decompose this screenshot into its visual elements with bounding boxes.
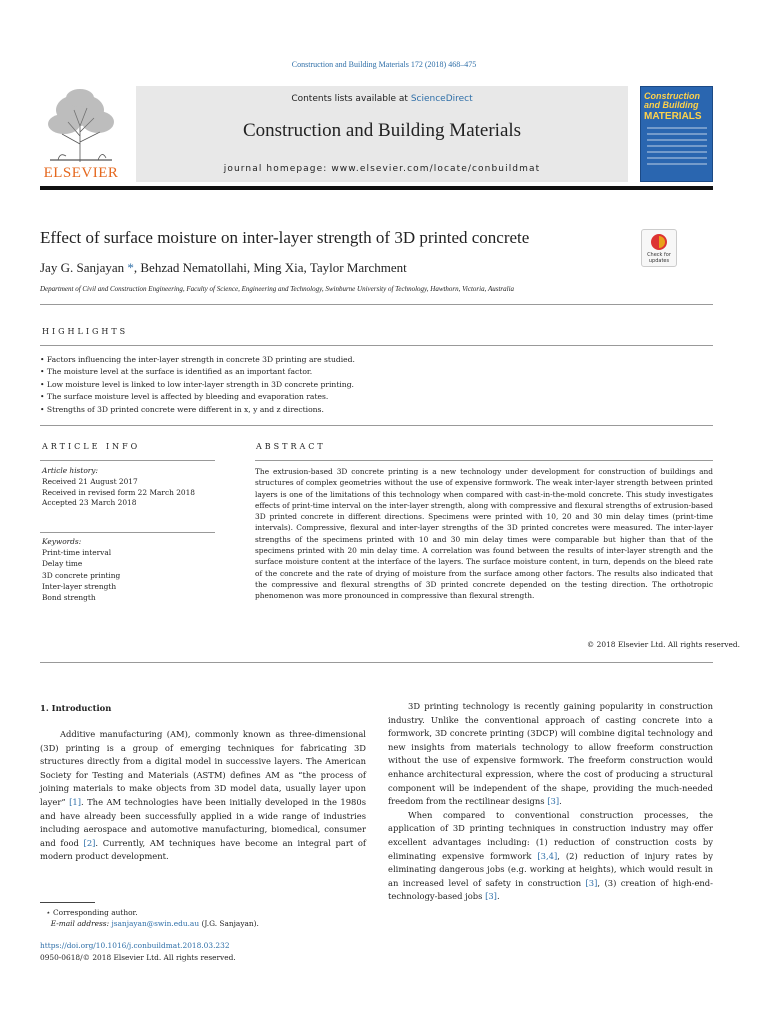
check-for-updates-button[interactable] [641, 229, 677, 267]
history-entry: Accepted 23 March 2018 [42, 498, 137, 508]
keyword: Bond strength [42, 593, 96, 603]
journal-cover-image[interactable] [640, 86, 713, 182]
reference-link[interactable]: [3] [547, 796, 560, 807]
reference-link[interactable]: [1] [69, 796, 81, 807]
divider [40, 460, 215, 461]
journal-title[interactable]: Construction and Building Materials [242, 120, 522, 141]
author-list [40, 260, 407, 276]
footnote-rule [40, 902, 95, 903]
header-rule [40, 186, 713, 190]
history-entry: Received in revised form 22 March 2018 [42, 487, 196, 497]
keyword: Delay time [42, 559, 83, 569]
other-authors: , Behzad Nematollahi, Ming Xia, Taylor Marchment [133, 260, 407, 275]
article-info-heading: ARTICLE INFO [42, 442, 141, 451]
paragraph: Additive manufacturing (AM), commonly known as three-dimensional (3D) printing is a group of emerging techniques for fabricating 3D structures directly from a digital model in successive layers. The American Society for Testing and Materials (ASTM) defines AM as “the process of joining materials to make objects from 3D model data, usually layer upon layer” [1]. The AM technologies have been initially developed in the 1980s and have already been successfully applied in a wide range of industries including aerospace and automotive manufacturing, biomedical, consumer and food [2]. Currently, AM techniques have become an integral part of modern product development. [40, 729, 367, 862]
reference-link[interactable]: [3] [485, 891, 497, 902]
cover-decoration [647, 127, 707, 169]
corresponding-author-link[interactable]: * [127, 260, 134, 275]
divider [40, 304, 713, 305]
section-heading-introduction: 1. Introduction [40, 703, 112, 713]
journal-citation[interactable]: Construction and Building Materials 172 (2018) 468–475 [291, 60, 477, 69]
highlight-item: • The surface moisture level is affected by bleeding and evaporation rates. [40, 392, 329, 402]
email-note: E-mail address: jsanjayan@swin.edu.au (J.G. Sanjayan). [50, 919, 259, 928]
reference-link[interactable]: [3] [585, 877, 598, 888]
divider [255, 460, 713, 461]
history-label: Article history: [42, 466, 98, 475]
article-history [42, 466, 195, 509]
divider [40, 532, 215, 533]
doi-link[interactable]: https://doi.org/10.1016/j.conbuildmat.2018.03.232 [40, 941, 230, 950]
footnotes [46, 907, 259, 929]
body-column-left [40, 728, 366, 864]
divider [40, 345, 713, 346]
highlights-list [40, 354, 713, 416]
abstract-copyright: © 2018 Elsevier Ltd. All rights reserved. [586, 640, 740, 649]
cover-title: Construction and Building [644, 91, 700, 110]
abstract-text: The extrusion-based 3D concrete printing is a new technology under development for construction of buildings and structures of complex geometries without the use of expensive formwork. The weak inter-layer strength between printed layers is one of the limitations of this technology when compared with cast-in-the-mold concrete. This study investigates effects of print-time interval on the inter-layer strength, along with compressive and flexural strengths of extrusion-based 3D printed concrete in different directions. Specimens were printed with 10, 20 and 30 min delay times (print-time intervals). Compressive, flexural and inter-layer strengths of the 3D printed concretes were measured. The inter-layer strengths of the specimens printed with 10 and 30 min delay times were comparable but higher than that of the specimens printed with 20 min delay time. A correlation was found between the results of inter-layer strength and the surface moisture content at the interface of the layers. The surface moisture content, in turn, depends on the bleed rate of the concrete and the rate of drying of moisture from the surface among other factors. The results also indicated that the compressive and flexural strengths of 3D printed concrete depended on the testing direction. The orthotropic phenomenon was more pronounced in compressive than flexural strength. [255, 467, 713, 601]
divider [40, 662, 713, 663]
contents-line: Contents lists available at ScienceDirect [291, 94, 473, 104]
issn-line: 0950-0618/© 2018 Elsevier Ltd. All rights reserved. [40, 953, 236, 962]
article-title: Effect of surface moisture on inter-layer strength of 3D printed concrete [40, 228, 530, 247]
history-entry: Received 21 August 2017 [42, 476, 138, 486]
abstract-heading: ABSTRACT [256, 442, 326, 451]
keywords [42, 536, 120, 603]
highlights-heading: HIGHLIGHTS [42, 327, 129, 336]
keyword: Inter-layer strength [42, 581, 117, 591]
journal-masthead [136, 86, 628, 182]
check-for-updates-label: Check for updates [647, 252, 671, 264]
homepage-link[interactable]: www.elsevier.com/locate/conbuildmat [331, 164, 541, 174]
elsevier-wordmark: ELSEVIER [43, 165, 119, 181]
affiliation: Department of Civil and Construction Engineering, Faculty of Science, Engineering and Technology, Swinburne University of Technology, Hawthorn, Victoria, Australia [40, 285, 515, 293]
cover-materials: MATERIALS [644, 111, 702, 122]
journal-homepage: journal homepage: www.elsevier.com/locate/conbuildmat [223, 164, 541, 174]
highlight-item: • Low moisture level is linked to low inter-layer strength in 3D concrete printing. [40, 379, 354, 389]
email-link[interactable]: jsanjayan@swin.edu.au [111, 919, 200, 928]
elsevier-tree-icon [40, 86, 122, 164]
paragraph: When compared to conventional construction processes, the application of 3D printing techniques in construction industry may offer excellent advantages including: (1) reduction of construction costs by eliminating expensive formwork [3,4], (2) reduction of injury rates by eliminating dangerous jobs (e.g. working at heights), which would result in an increased level of safety in construction [3], (3) creation of high-end-technology-based jobs [3]. [388, 809, 713, 902]
body-column-right [388, 700, 713, 904]
reference-link[interactable]: [3,4] [537, 850, 558, 861]
divider [40, 425, 713, 426]
sciencedirect-link[interactable]: ScienceDirect [410, 94, 473, 104]
keyword: 3D concrete printing [42, 570, 121, 580]
author-name: Jay G. Sanjayan [40, 260, 125, 275]
highlight-item: • The moisture level at the surface is identified as an important factor. [40, 367, 313, 377]
crossmark-icon [651, 234, 667, 250]
paragraph: 3D printing technology is recently gaining popularity in construction industry. Unlike the conventional approach of casting concrete into a formwork, 3D concrete printing (3DCP) will combine digital technology and new insights from materials technology to allow freeform construction without the use of expensive formwork. The freeform construction would enhance architectural expression, where the cost of producing a structural component will be independent of the shape, providing the much-needed freedom from the rectilinear designs [3]. [388, 701, 713, 807]
reference-link[interactable]: [2] [83, 837, 96, 848]
elsevier-logo [40, 86, 122, 182]
keywords-label: Keywords: [42, 537, 82, 546]
keyword: Print-time interval [42, 548, 112, 558]
highlight-item: • Factors influencing the inter-layer strength in concrete 3D printing are studied. [40, 355, 355, 364]
highlight-item: • Strengths of 3D printed concrete were different in x, y and z directions. [40, 404, 324, 414]
corresponding-author-note: ⋆ Corresponding author. [46, 908, 138, 917]
